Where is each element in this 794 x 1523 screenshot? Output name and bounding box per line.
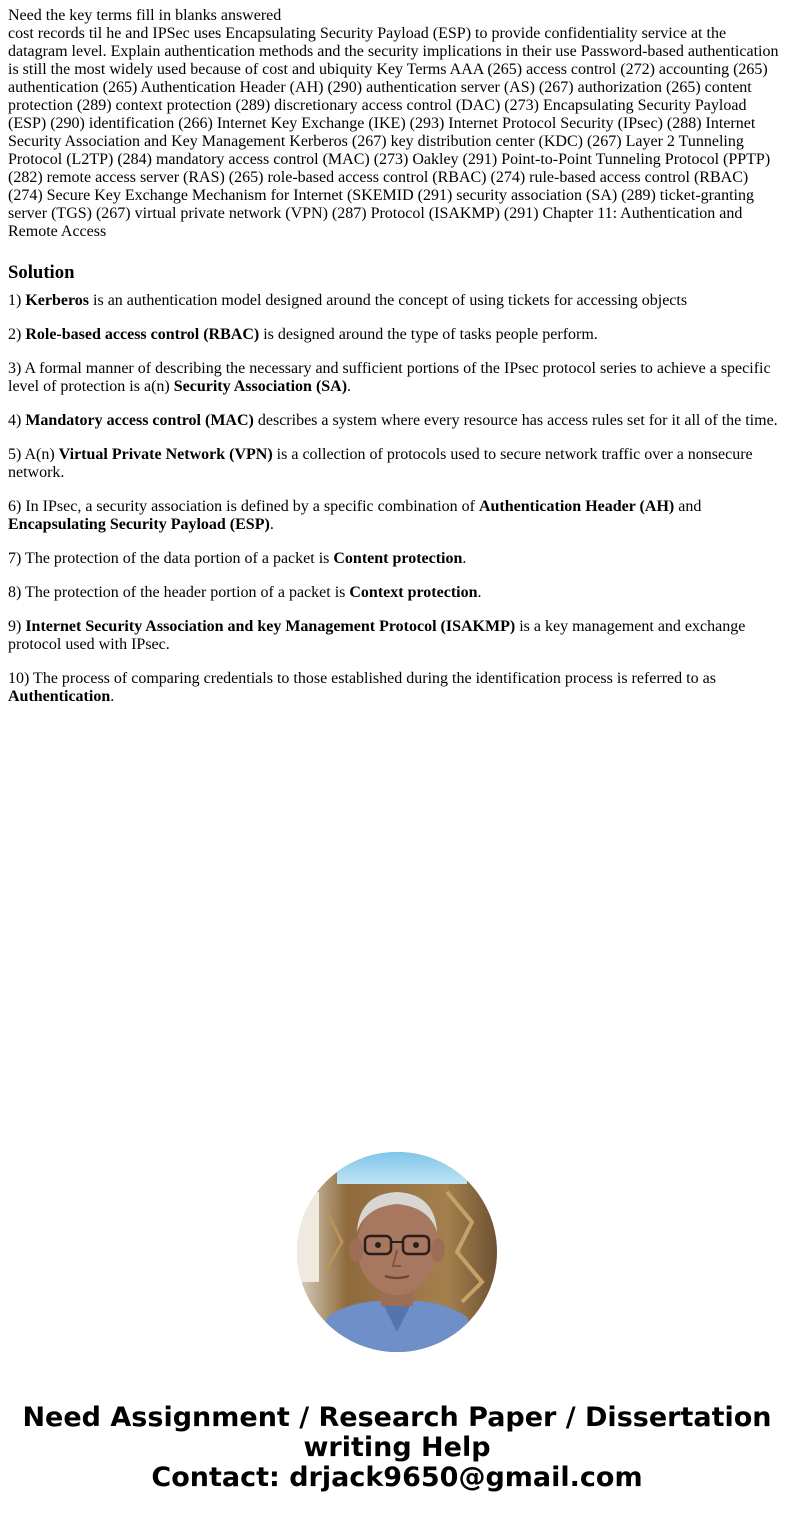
solution-heading: Solution	[8, 262, 75, 283]
promo-contact-email: Contact: drjack9650@gmail.com	[151, 1462, 643, 1493]
answer-item: 6) In IPsec, a security association is defined by a specific combination of Authentication Header (AH) and Encapsulating Security Payload (ESP).	[8, 498, 702, 533]
avatar	[297, 1152, 497, 1352]
answer-item: 8) The protection of the header portion of a packet is Context protection.	[8, 584, 482, 601]
question-title: Need the key terms fill in blanks answered	[8, 7, 282, 24]
promo-line-help: Need Assignment / Research Paper / Dissertation writing Help	[22, 1402, 772, 1463]
answers-list	[8, 292, 786, 706]
answer-item: 9) Internet Security Association and key Management Protocol (ISAKMP) is a key management and exchange protocol used with IPsec.	[8, 618, 746, 653]
answer-item: 2) Role-based access control (RBAC) is designed around the type of tasks people perform.	[8, 326, 598, 343]
answer-item: 3) A formal manner of describing the necessary and sufficient portions of the IPsec protocol series to achieve a specific level of protection is a(n) Security Association (SA).	[8, 360, 771, 395]
promo-banner	[0, 1403, 794, 1493]
answer-item: 4) Mandatory access control (MAC) describes a system where every resource has access rules set for it all of the time.	[8, 412, 778, 429]
answer-item: 5) A(n) Virtual Private Network (VPN) is a collection of protocols used to secure network traffic over a nonsecure network.	[8, 446, 753, 481]
answer-item: 10) The process of comparing credentials to those established during the identification process is referred to as Authentication.	[8, 670, 716, 705]
document-body	[8, 7, 786, 722]
answer-item: 1) Kerberos is an authentication model designed around the concept of using tickets for accessing objects	[8, 292, 688, 309]
answer-item: 7) The protection of the data portion of a packet is Content protection.	[8, 550, 467, 567]
question-body: cost records til he and IPSec uses Encapsulating Security Payload (ESP) to provide confidentiality service at the datagram level. Explain authentication methods and the security implications in their use Password-based authentication is still the most widely used because of cost and ubiquity Key Terms AAA (265) access control (272) accounting (265) authentication (265) Authentication Header (AH) (290) authentication server (AS) (267) authorization (265) content protection (289) context protection (289) discretionary access control (DAC) (273) Encapsulating Security Payload (ESP) (290) identification (266) Internet Key Exchange (IKE) (293) Internet Protocol Security (IPsec) (288) Internet Security Association and Key Management Kerberos (267) key distribution center (KDC) (267) Layer 2 Tunneling Protocol (L2TP) (284) mandatory access control (MAC) (273) Oakley (291) Point-to-Point Tunneling Protocol (PPTP) (282) remote access server (RAS) (265) role-based access control (RBAC) (274) rule-based access control (RBAC) (274) Secure Key Exchange Mechanism for Internet (SKEMID (291) security association (SA) (289) ticket-granting server (TGS) (267) virtual private network (VPN) (287) Protocol (ISAKMP) (291) Chapter 11: Authentication and Remote Access	[8, 25, 779, 240]
avatar-portrait-image	[297, 1152, 497, 1352]
